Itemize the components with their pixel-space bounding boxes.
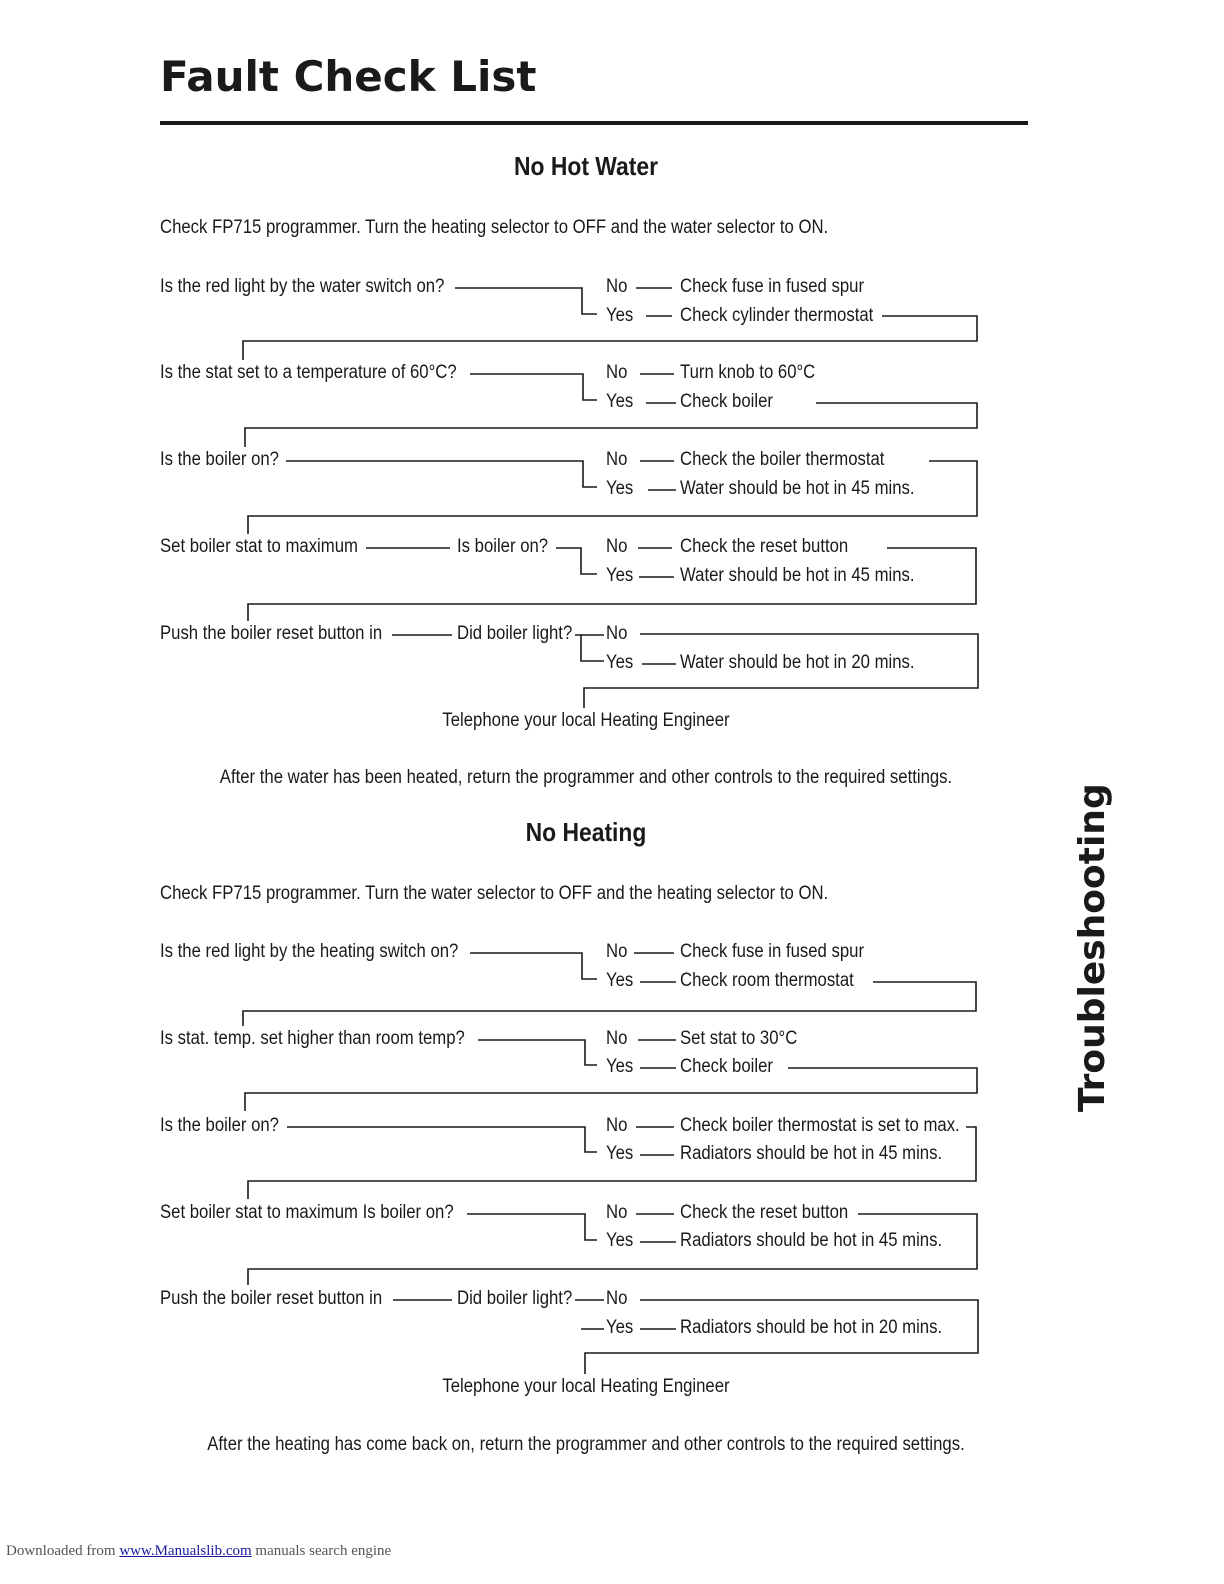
hot-water-closing: After the water has been heated, return the programmer and other controls to the required settings. xyxy=(219,767,953,788)
hw-q4-connector xyxy=(556,548,597,574)
ht-q1-question: Is the red light by the heating switch on? xyxy=(160,941,459,962)
ht-q5-no-label: No xyxy=(606,1288,628,1309)
ht-q1-yes-label: Yes xyxy=(606,970,634,991)
ht-final-step: Telephone your local Heating Engineer xyxy=(442,1376,730,1397)
hw-q4-yes-action: Water should be hot in 45 mins. xyxy=(680,565,915,586)
ht-q1-yes-action: Check room thermostat xyxy=(680,970,854,991)
hw-q5-no-label: No xyxy=(606,623,628,644)
hw-q4-yes-label: Yes xyxy=(606,565,634,586)
hw-q2-no-label: No xyxy=(606,362,628,383)
hw-q1-yes-action: Check cylinder thermostat xyxy=(680,305,874,326)
troubleshooting-side-tab: Troubleshooting xyxy=(1072,783,1113,1112)
ht-q2-no-label: No xyxy=(606,1028,628,1049)
footer xyxy=(6,1544,391,1559)
ht-q4-no-label: No xyxy=(606,1202,628,1223)
ht-q1-no-label: No xyxy=(606,941,628,962)
hw-q2-yes-action: Check boiler xyxy=(680,391,773,412)
ht-q3-question: Is the boiler on? xyxy=(160,1115,279,1136)
hw-q1-connector xyxy=(455,288,597,314)
hw-q5-step: Push the boiler reset button in xyxy=(160,623,383,644)
footer-suffix: manuals search engine xyxy=(255,1543,392,1559)
hw-q3-yes-action: Water should be hot in 45 mins. xyxy=(680,478,915,499)
ht-q2-no-action: Set stat to 30°C xyxy=(680,1028,798,1049)
heating-heading: No Heating xyxy=(525,817,647,847)
hw-q5-yes-label: Yes xyxy=(606,652,634,673)
hw-q3-question: Is the boiler on? xyxy=(160,449,279,470)
ht-q3-yes-label: Yes xyxy=(606,1143,634,1164)
hw-q3-yes-label: Yes xyxy=(606,478,634,499)
hw-q3-no-label: No xyxy=(606,449,628,470)
page-title: Fault Check List xyxy=(160,52,537,101)
ht-q2-yes-label: Yes xyxy=(606,1056,634,1077)
heating-intro: Check FP715 programmer. Turn the water selector to OFF and the heating selector to ON. xyxy=(160,883,829,904)
ht-q3-no-action: Check boiler thermostat is set to max. xyxy=(680,1115,960,1136)
ht-q4-yes-action: Radiators should be hot in 45 mins. xyxy=(680,1230,943,1251)
ht-q5-yes-action: Radiators should be hot in 20 mins. xyxy=(680,1317,943,1338)
hw-q1-yes-label: Yes xyxy=(606,305,634,326)
ht-q4-no-action: Check the reset button xyxy=(680,1202,849,1223)
hw-q2-no-action: Turn knob to 60°C xyxy=(680,362,816,383)
ht-q5-question: Did boiler light? xyxy=(457,1288,573,1309)
ht-q3-connector xyxy=(287,1127,597,1152)
hw-q1-no-action: Check fuse in fused spur xyxy=(680,276,865,297)
hw-q1-no-label: No xyxy=(606,276,628,297)
hw-q5-yes-action: Water should be hot in 20 mins. xyxy=(680,652,915,673)
hw-q4-no-label: No xyxy=(606,536,628,557)
ht-q2-connector xyxy=(478,1040,597,1065)
hw-q3-connector xyxy=(286,461,597,487)
ht-q2-yes-action: Check boiler xyxy=(680,1056,773,1077)
ht-q1-connector xyxy=(470,953,597,979)
hot-water-heading: No Hot Water xyxy=(513,151,659,181)
ht-q5-yes-label: Yes xyxy=(606,1317,634,1338)
ht-q5-step: Push the boiler reset button in xyxy=(160,1288,383,1309)
hw-q3-no-action: Check the boiler thermostat xyxy=(680,449,885,470)
hw-q2-yes-label: Yes xyxy=(606,391,634,412)
ht-q3-yes-action: Radiators should be hot in 45 mins. xyxy=(680,1143,943,1164)
hot-water-intro: Check FP715 programmer. Turn the heating selector to OFF and the water selector to ON. xyxy=(160,217,829,238)
hw-q2-connector xyxy=(470,374,597,400)
footer-link[interactable]: www.Manualslib.com xyxy=(119,1543,252,1559)
hw-final-step: Telephone your local Heating Engineer xyxy=(442,710,730,731)
heating-closing: After the heating has come back on, return the programmer and other controls to the required settings. xyxy=(207,1434,965,1455)
hw-q4-no-action: Check the reset button xyxy=(680,536,849,557)
hw-q5-connector xyxy=(575,635,604,661)
footer-prefix: Downloaded from xyxy=(6,1543,116,1559)
hw-q5-question: Did boiler light? xyxy=(457,623,573,644)
hw-q4-step: Set boiler stat to maximum xyxy=(160,536,358,557)
ht-q2-question: Is stat. temp. set higher than room temp? xyxy=(160,1028,465,1049)
ht-q4-connector xyxy=(467,1214,597,1240)
hw-q1-question: Is the red light by the water switch on? xyxy=(160,276,445,297)
ht-q4-question: Set boiler stat to maximum Is boiler on? xyxy=(160,1202,454,1223)
ht-q1-no-action: Check fuse in fused spur xyxy=(680,941,865,962)
ht-q4-yes-label: Yes xyxy=(606,1230,634,1251)
hw-q4-question: Is boiler on? xyxy=(457,536,549,557)
hw-q2-question: Is the stat set to a temperature of 60°C? xyxy=(160,362,457,383)
ht-q3-no-label: No xyxy=(606,1115,628,1136)
